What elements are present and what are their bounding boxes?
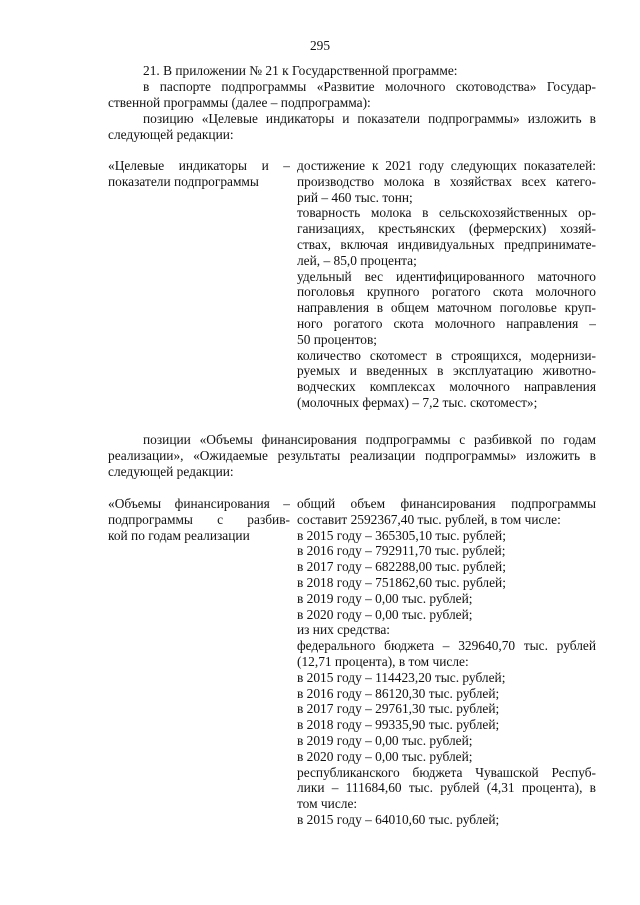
content-line: лей, – 85,0 процента;: [297, 252, 417, 268]
content-line: направления в общем маточном поголовье круп-: [297, 300, 596, 316]
financing-table: [108, 496, 596, 836]
intro-paragraph-2: [108, 79, 596, 111]
intro-line: 21. В приложении № 21 к Государственной программе:: [143, 63, 458, 78]
intro-line: ственной программы (далее – подпрограмма):: [108, 94, 371, 110]
intro-paragraph-3: [108, 111, 596, 143]
content-line: поголовья крупного рогатого скота молочного: [297, 284, 596, 300]
targets-label: [108, 158, 290, 190]
label-line: кой по годам реализации: [108, 527, 250, 543]
content-line: республиканского бюджета Чувашской Респуб-: [297, 764, 596, 780]
content-line: в 2020 году – 0,00 тыс. рублей;: [297, 748, 473, 764]
financing-content: [297, 496, 596, 828]
content-line: в 2017 году – 682288,00 тыс. рублей;: [297, 559, 506, 575]
intro-paragraph-1: [108, 63, 596, 79]
content-line: федерального бюджета – 329640,70 тыс. рублей: [297, 638, 596, 654]
content-line: в 2018 году – 751862,60 тыс. рублей;: [297, 574, 506, 590]
content-line: лики – 111684,60 тыс. рублей (4,31 процента), в: [297, 780, 596, 796]
label-line: подпрограммы с разбив-: [108, 511, 290, 527]
middle-line: реализации», «Ожидаемые результаты реализации подпрограммы» изложить в: [108, 447, 596, 463]
content-line: из них средства:: [297, 622, 391, 638]
content-line: руемых и введенных в эксплуатацию животно-: [297, 363, 596, 379]
content-line: водческих комплексах молочного направления: [297, 379, 596, 395]
financing-label: [108, 496, 290, 543]
content-line: товарность молока в сельскохозяйственных ор-: [297, 205, 596, 221]
content-line: (12,71 процента), в том числе:: [297, 653, 469, 669]
content-line: в 2015 году – 365305,10 тыс. рублей;: [297, 527, 506, 543]
middle-line: позиции «Объемы финансирования подпрограммы с разбивкой по годам: [143, 432, 596, 447]
content-line: в 2015 году – 64010,60 тыс. рублей;: [297, 811, 500, 827]
content-line: в 2016 году – 792911,70 тыс. рублей;: [297, 543, 506, 559]
content-line: в 2019 году – 0,00 тыс. рублей;: [297, 732, 473, 748]
content-line: в 2020 году – 0,00 тыс. рублей;: [297, 606, 473, 622]
content-line: удельный вес идентифицированного маточного: [297, 268, 596, 284]
content-line: ствах, включая индивидуальных предпринимате-: [297, 236, 596, 252]
intro-line: в паспорте подпрограммы «Развитие молочного скотоводства» Государ-: [143, 79, 596, 94]
content-line: ного рогатого скота молочного направления –: [297, 315, 596, 331]
content-line: общий объем финансирования подпрограммы: [297, 496, 596, 511]
content-line: производство молока в хозяйствах всех катего-: [297, 173, 596, 189]
intro-line: позицию «Целевые индикаторы и показатели подпрограммы» изложить в: [143, 111, 596, 126]
targets-content: [297, 158, 596, 411]
content-line: в 2017 году – 29761,30 тыс. рублей;: [297, 701, 500, 717]
intro-line: следующей редакции:: [108, 126, 234, 142]
middle-line: следующей редакции:: [108, 463, 234, 479]
content-line: в 2016 году – 86120,30 тыс. рублей;: [297, 685, 500, 701]
content-line: составит 2592367,40 тыс. рублей, в том числе:: [297, 511, 561, 527]
label-line: «Целевые индикаторы и –: [108, 158, 290, 173]
targets-table: [108, 158, 596, 418]
content-line: ганизациях, крестьянских (фермерских) хозяй-: [297, 221, 596, 237]
content-line: в 2019 году – 0,00 тыс. рублей;: [297, 590, 473, 606]
content-line: количество скотомест в строящихся, модернизи-: [297, 347, 596, 363]
content-line: 50 процентов;: [297, 331, 377, 347]
content-line: достижение к 2021 году следующих показателей:: [297, 158, 596, 173]
content-line: том числе:: [297, 796, 358, 812]
label-line: показатели подпрограммы: [108, 173, 259, 189]
middle-paragraph: [108, 432, 596, 479]
label-line: «Объемы финансирования –: [108, 496, 290, 511]
content-line: (молочных фермах) – 7,2 тыс. скотомест»;: [297, 394, 538, 410]
content-line: в 2018 году – 99335,90 тыс. рублей;: [297, 717, 500, 733]
content-line: рий – 460 тыс. тонн;: [297, 189, 413, 205]
page-number: 295: [309, 38, 331, 53]
content-line: в 2015 году – 114423,20 тыс. рублей;: [297, 669, 506, 685]
